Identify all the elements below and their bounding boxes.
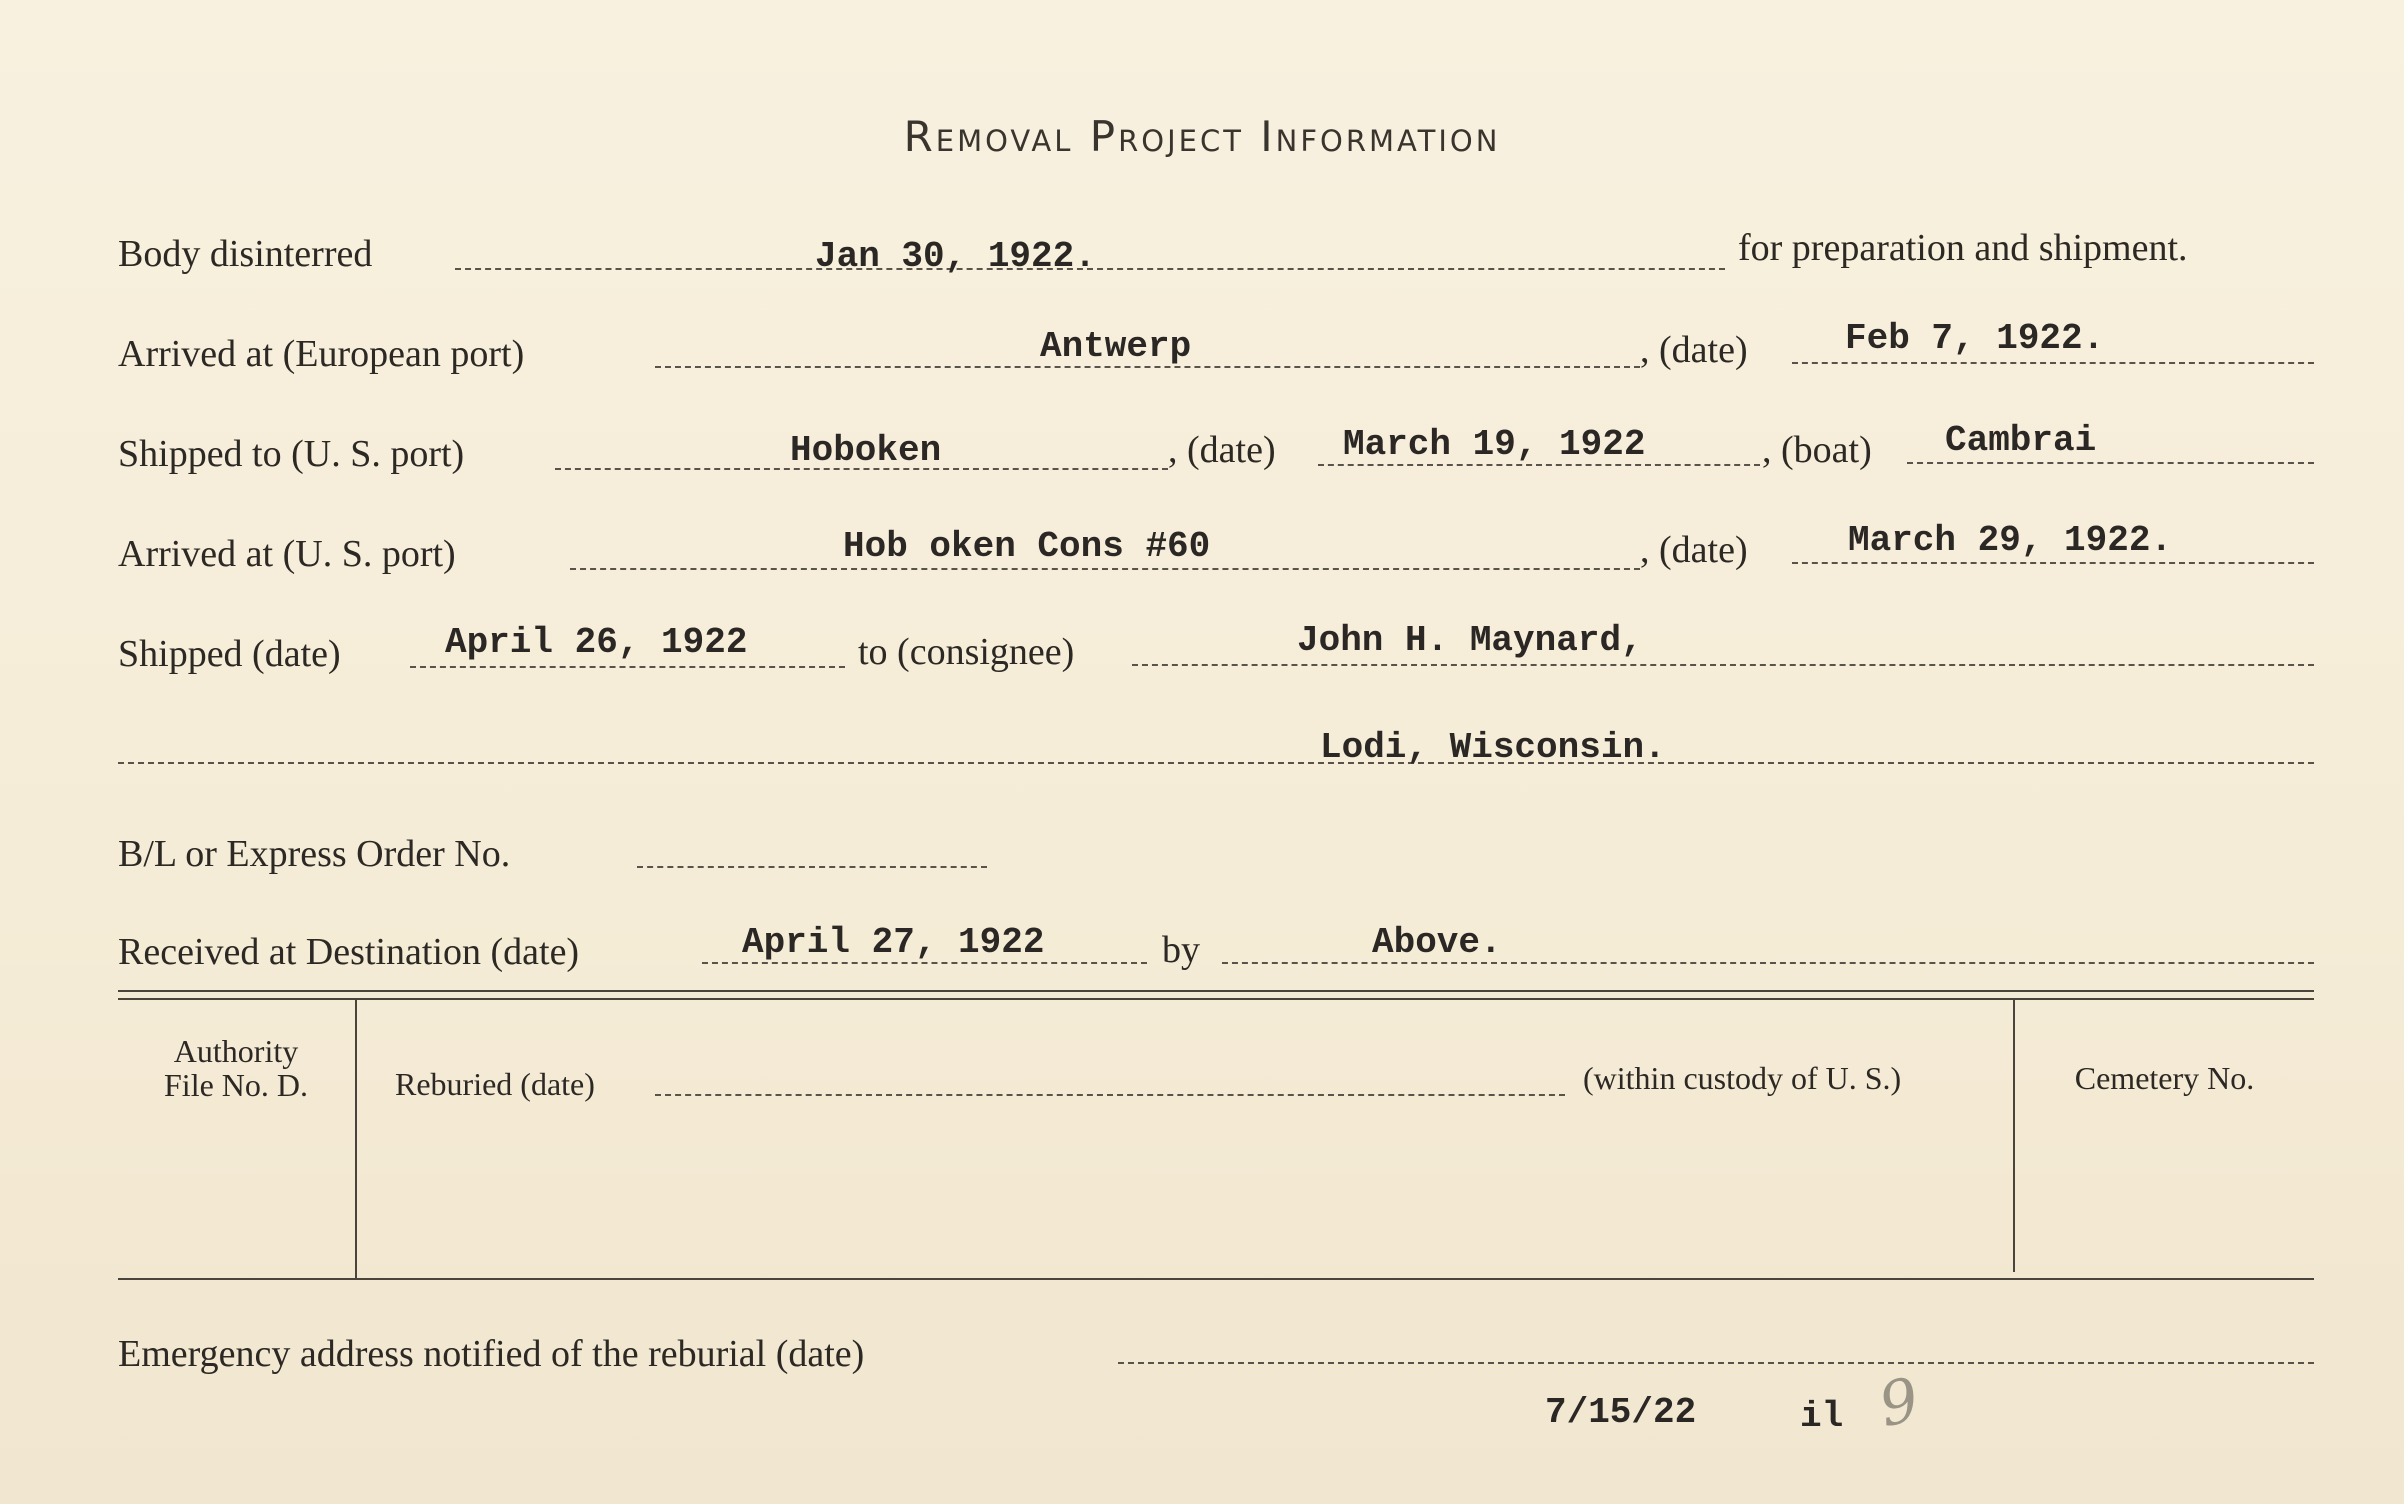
european-port-date-line	[1792, 362, 2314, 364]
emergency-line	[1118, 1362, 2314, 1364]
emergency-label: Emergency address notified of the reburial (date)	[118, 1333, 865, 1375]
disinterred-suffix: for preparation and shipment.	[1738, 227, 2188, 269]
european-port-date-label: , (date)	[1640, 329, 1748, 371]
bl-order-line	[637, 866, 987, 868]
table-top-rule-1	[118, 990, 2314, 992]
bl-order-label: B/L or Express Order No.	[118, 833, 511, 875]
footer-date: 7/15/22	[1545, 1392, 1697, 1433]
received-by-value: Above.	[1372, 922, 1502, 963]
shipped-us-value: Hoboken	[790, 430, 942, 471]
table-top-rule-2	[118, 998, 2314, 1000]
consignee-label: to (consignee)	[858, 631, 1075, 673]
shipped-date-value: April 26, 1922	[445, 622, 748, 663]
european-port-label: Arrived at (European port)	[118, 333, 525, 375]
received-label: Received at Destination (date)	[118, 931, 580, 973]
arrived-us-date-line	[1792, 562, 2314, 564]
shipped-us-label: Shipped to (U. S. port)	[118, 433, 465, 475]
shipped-us-boat-value: Cambrai	[1945, 420, 2097, 461]
authority-label: Authority	[173, 1033, 299, 1069]
handwritten-initial: 9	[1873, 1364, 1926, 1442]
table-divider-left	[355, 1000, 357, 1278]
form-title: Removal Project Information	[903, 112, 1501, 161]
shipped-us-boat-label: , (boat)	[1762, 429, 1872, 471]
shipped-us-boat-line	[1907, 462, 2314, 464]
consignee-line-2	[118, 762, 2314, 764]
consignee-value: John H. Maynard,	[1297, 620, 1643, 661]
consignee-address: Lodi, Wisconsin.	[1320, 727, 1666, 768]
arrived-us-date-label: , (date)	[1640, 529, 1748, 571]
reburied-label: Reburied (date)	[395, 1066, 595, 1102]
authority-cell	[118, 1034, 354, 1102]
disinterred-value: Jan 30, 1922.	[815, 236, 1096, 277]
arrived-us-value: Hob oken Cons #60	[843, 526, 1211, 567]
received-by-label: by	[1162, 929, 1200, 971]
footer-code: il	[1800, 1396, 1844, 1437]
disinterred-label: Body disinterred	[118, 233, 373, 275]
arrived-us-date-value: March 29, 1922.	[1848, 520, 2173, 561]
shipped-us-date-label: , (date)	[1168, 429, 1276, 471]
cemetery-label: Cemetery No.	[2074, 1060, 2255, 1096]
consignee-line	[1132, 664, 2314, 666]
received-value: April 27, 1922	[742, 922, 1045, 963]
shipped-date-line	[410, 666, 845, 668]
reburied-line	[655, 1094, 1565, 1096]
table-divider-right	[2013, 1000, 2015, 1272]
european-port-date-value: Feb 7, 1922.	[1845, 318, 2105, 359]
european-port-value: Antwerp	[1040, 326, 1192, 367]
table-bottom-rule	[118, 1278, 2314, 1280]
arrived-us-label: Arrived at (U. S. port)	[118, 533, 456, 575]
shipped-us-date-value: March 19, 1922	[1343, 424, 1646, 465]
file-no-label: File No. D.	[164, 1067, 308, 1103]
shipped-date-label: Shipped (date)	[118, 633, 341, 675]
custody-label: (within custody of U. S.)	[1583, 1060, 1902, 1096]
arrived-us-line	[570, 568, 1640, 570]
